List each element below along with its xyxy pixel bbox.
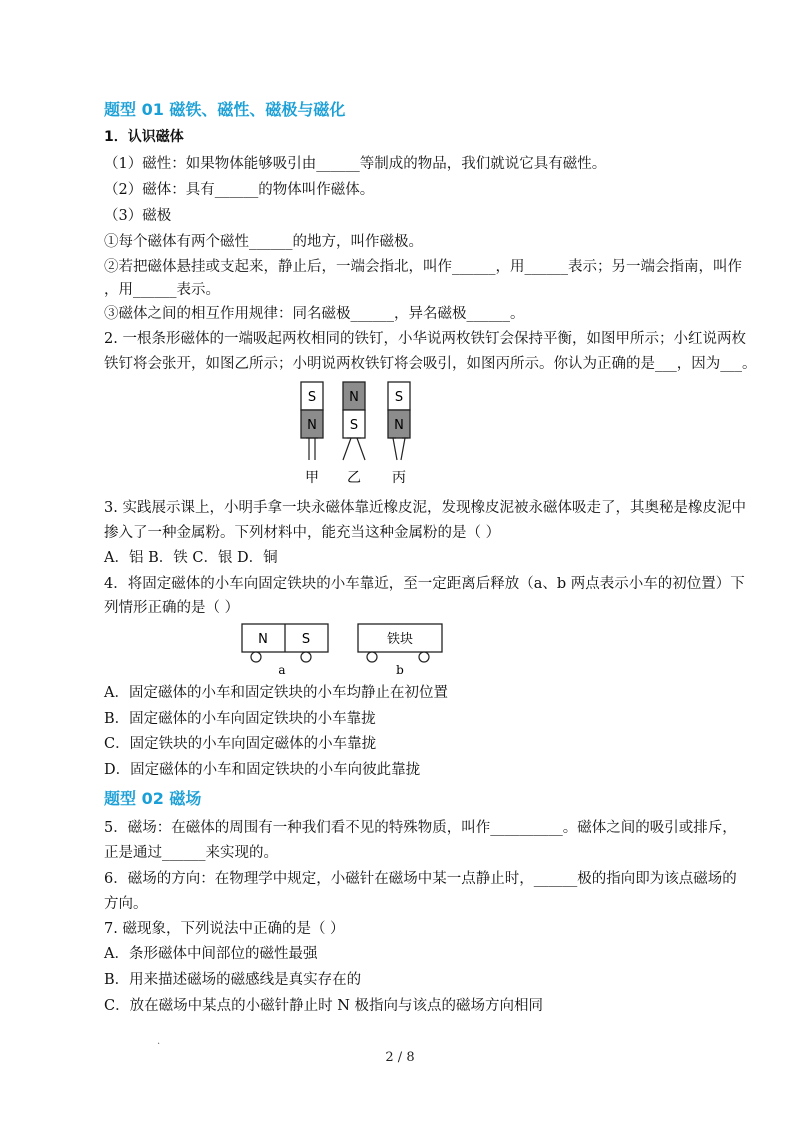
q4-option-b: B．固定磁体的小车向固定铁块的小车靠拢	[104, 711, 376, 727]
q3-line-1: 3. 实践展示课上，小明手拿一块永磁体靠近橡皮泥，发现橡皮泥被永磁体吸走了，其奥秘是橡皮泥中	[104, 500, 746, 516]
q3-line-2: 掺入了一种金属粉。下列材料中，能充当这种金属粉的是（ ）	[104, 525, 501, 541]
magnet-bing-top: S	[394, 390, 404, 405]
q4-line-2: 列情形正确的是（ ）	[104, 600, 240, 616]
caption-bing: 丙	[392, 470, 406, 486]
section-heading-2: 题型 02 磁场	[104, 789, 202, 808]
caption-jia: 甲	[305, 470, 319, 486]
magnet-yi-bottom: S	[349, 418, 359, 433]
q5-line-2: 正是通过______来实现的。	[104, 845, 278, 861]
q6-line-1: 6．磁场的方向：在物理学中规定，小磁针在磁场中某一点静止时，______极的指向即为该点磁场的	[104, 871, 737, 887]
magnet-yi-top: N	[349, 390, 359, 405]
q7-option-b: B．用来描述磁场的磁感线是真实存在的	[104, 972, 362, 988]
cart-b-label: b	[396, 663, 404, 677]
cart-a-n: N	[258, 632, 268, 647]
q6-line-2: 方向。	[104, 896, 148, 912]
cart-b	[358, 624, 442, 677]
magnets-figure	[290, 378, 430, 492]
cart-b-text: 铁块	[386, 632, 414, 647]
magnet-bing-bottom: N	[394, 418, 404, 433]
q1-line-7: ③磁体之间的相互作用规律：同名磁极______，异名磁极______。	[104, 306, 525, 322]
cart-a	[242, 624, 328, 677]
q1-line-3: （3）磁极	[104, 208, 172, 224]
q1-line-1: （1）磁性：如果物体能够吸引由______等制成的物品，我们就说它具有磁性。	[104, 156, 607, 172]
magnet-bing	[388, 382, 410, 486]
q1-line-6: ，用______表示。	[104, 282, 220, 298]
caption-yi: 乙	[347, 470, 361, 486]
q4-option-a: A．固定磁体的小车和固定铁块的小车均静止在初位置	[104, 685, 448, 701]
carts-figure	[238, 622, 448, 678]
q1-line-2: （2）磁体：具有______的物体叫作磁体。	[104, 182, 375, 198]
q2-line-2: 铁钉将会张开，如图乙所示；小明说两枚铁钉将会吸引，如图丙所示。你认为正确的是___，因为___。	[104, 356, 757, 372]
q7-option-c: C．放在磁场中某点的小磁针静止时 N 极指向与该点的磁场方向相同	[104, 998, 543, 1014]
section-heading-1: 题型 01 磁铁、磁性、磁极与磁化	[104, 100, 346, 119]
q5-line-1: 5．磁场：在磁体的周围有一种我们看不见的特殊物质，叫作__________。磁体之间的吸引或排斥，	[104, 820, 737, 836]
cart-a-s: S	[301, 632, 311, 647]
q4-line-1: 4．将固定磁体的小车向固定铁块的小车靠近，至一定距离后释放（a、b 两点表示小车的初位置）下	[104, 576, 745, 592]
magnet-jia-top: S	[307, 390, 317, 405]
q1-line-5: ②若把磁体悬挂或支起来，静止后，一端会指北，叫作______，用______表示；另一端会指南，叫作	[104, 259, 742, 275]
q1-line-4: ①每个磁体有两个磁性______的地方，叫作磁极。	[104, 234, 423, 250]
q7-title: 7. 磁现象，下列说法中正确的是（ ）	[104, 921, 345, 937]
q4-option-c: C．固定铁块的小车向固定磁体的小车靠拢	[104, 736, 377, 752]
q4-option-d: D．固定磁体的小车和固定铁块的小车向彼此靠拢	[104, 762, 421, 778]
q7-option-a: A．条形磁体中间部位的磁性最强	[104, 946, 318, 962]
magnet-jia	[301, 382, 323, 486]
page-number: 2 / 8	[385, 1050, 415, 1065]
q1-title: 1．认识磁体	[104, 129, 184, 145]
magnet-yi	[343, 382, 365, 486]
magnet-jia-bottom: N	[307, 418, 317, 433]
q2-line-1: 2. 一根条形磁体的一端吸起两枚相同的铁钉，小华说两枚铁钉会保持平衡，如图甲所示；小红说两枚	[104, 331, 746, 347]
stray-dot: .	[157, 1036, 161, 1047]
q3-options: A．铝 B．铁 C．银 D．铜	[104, 550, 278, 566]
cart-a-label: a	[278, 663, 286, 677]
